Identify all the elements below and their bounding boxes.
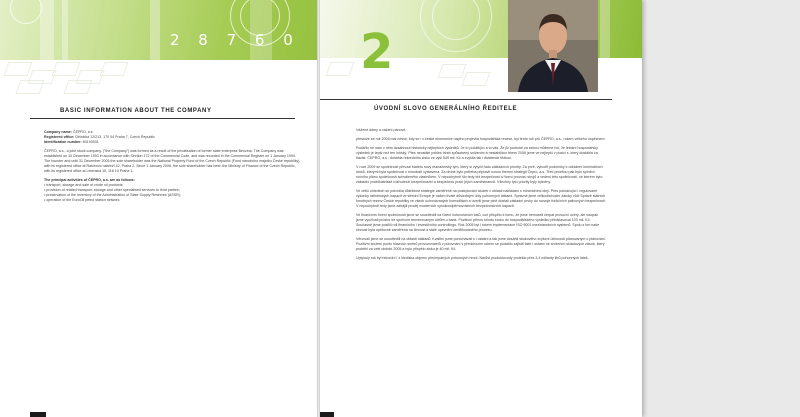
banner-stripe [40, 0, 54, 60]
activity-text: provision of related transport, storage and other specialised services to third parties; [46, 188, 180, 192]
left-section-title: BASIC INFORMATION ABOUT THE COMPANY [60, 108, 212, 114]
page-foot-mark [320, 412, 334, 417]
company-line-value: 60193531 [82, 140, 99, 144]
company-line [44, 135, 155, 139]
director-portrait [508, 0, 598, 92]
right-section-title: ÚVODNÍ SLOVO GENERÁLNÍHO ŘEDITELE [374, 106, 518, 112]
title-rule [320, 99, 612, 100]
body-paragraph: přestože se rok 2005 mal nésse, kdy se i v české ekonomice naplno projevila hospodářská recese, byl tento rok pro ČEPRO, a.s., rokem velkého úspěchem. [356, 137, 606, 141]
activity-text: preservation of the inventory of the Administration of State Supply Reserves (ASSR); [46, 193, 181, 197]
banner-number: 2 8 7 6 0 [170, 31, 300, 49]
body-paragraph: Věnovali jsme se soustředili na oblasti nákladů. Kvalitní jsme porovnávali s i ostatní a tak jsme dosáhli skokového zvýšení účinností plánovaným o plánování. Pozitivní snížení počtu hlavních směrů provozovatelů v porovnání s předchozím rokem se podařilo zajistit také i ostatní se snížením skladových zásob, který proběhl za celé období 2005 a bylo přispělo zisku je 40 mil. Kč. [356, 237, 606, 251]
left-page [0, 0, 317, 417]
hex-shape [63, 80, 92, 94]
right-body [356, 128, 606, 265]
page-foot-mark [30, 412, 46, 417]
company-line-value: Dělnická 12/213, 170 04 Praha 7, Czech Republic [75, 135, 155, 139]
company-line-label: Identification number: [44, 140, 82, 144]
right-page [320, 0, 642, 417]
hex-shape [15, 80, 44, 94]
hex-shape [99, 62, 128, 76]
hex-shape [325, 62, 354, 76]
company-line-value: ČEPRO, a.s. [72, 130, 94, 134]
hex-shape [437, 64, 466, 78]
portrait-image [508, 0, 598, 92]
greeting: Vážené dámy a vážení pánové, [356, 128, 407, 132]
list-item: • transport, storage and sale of crude oil products; [44, 183, 124, 187]
activities-heading-text: The principal activities of ČEPRO, a.s. are as follows: [44, 178, 135, 182]
company-line-label: Registered office: [44, 135, 75, 139]
list-item: • provision of related transport, storage and other specialised services to third parties; [44, 188, 180, 192]
title-rule [30, 118, 295, 119]
company-line [44, 130, 94, 134]
list-item: • operation of the EuroOil petrol station network. [44, 198, 121, 202]
left-body [44, 130, 302, 203]
company-line [44, 140, 99, 144]
hex-shape [51, 62, 80, 76]
banner-stripe [150, 0, 160, 60]
body-paragraph: Podařilo se nám v něm dosáhnout historicky nejlepších výsledků. Je to počátkjící a to vás. Že již podruhé za sebou můžeme říci, že letošní hospodářský výsledek je lepší než ten loňský. Přes neustálé pokles tržeb způsobený snížením a nestabilitou trhem 2006 jsme ve nejlepší v pozici s. který dostáhla za bazist. ČEPRO, a.s., dosáhla rekordního zisku ve výši 549 mil. Kč a zvýšila tak i dividende těžkou. [356, 146, 598, 160]
body-paragraph: Ve finančním řízení společnosti jsme se soustředili na řízení hotovostních toků, což přispělo k tomu, že jsme nemuseli čerpat provozní úvěry, ale naopak jsme využívali prostor ke spořícím termínovaným účtům u bank. Pozitivní přínos tohoto kroku do hospodářského výsledku představoval 103 mil. Kč. Současně jsme posílili roli finančního i investičního controllingu. Rok 2005 byl i rokem implementace ISO 9001 mezinárodních systémů. Spolu s tím naše činnost byla opětovně zaměřena na činnost a stálé upevnění certifikovaného procesu. [356, 213, 600, 232]
hex-shape [461, 72, 490, 86]
company-info [44, 130, 302, 145]
company-line-label: Company name: [44, 130, 72, 134]
left-banner [0, 0, 317, 60]
activity-text: transport, storage and sale of crude oil products; [46, 183, 124, 187]
decorative-circle [10, 0, 42, 24]
banner-stripe [62, 0, 68, 60]
banner-stripe [600, 0, 610, 58]
activities-list [44, 183, 302, 203]
chapter-number: 2 [360, 24, 394, 80]
body-paragraph: V roce 2009 se společnost převzal štafetu nový manažerský tým, který si vytyčil řadu základních priority. Za prvé, vytvořit podmínky k odrážení kriminálních útoků, kterými byla společnost v minulosti vystavena. Za druhé bylo potřeba připravit novou firemní strategii Čepro, a.s. Třetí prioritou pak bylo spínění ročního plánu společnosti schváleného vlastníkem. V nepochybně šlo tedy též bezpečnost a řízení provozu strojů a vedení této společnosti, ve kterém bylo základní podnikatelské rozhodnutí bezpečnostní a bezpečnou prací jejích zaměstnanců. Všechny tyto priority byly splněny. [356, 165, 603, 184]
body-paragraph: Ve větší ohledech se potvrdila důležitost strategie zaměřené na poskytování služeb v oblasti nakládání s minerálními oleji. Přes pokračující i regulované výkonky ratinérských kapacit ve střední Evropě je naším trvalé důsledným úhly pohonných látkami. Správně jsme velkoobchodní záruky vůči Správě státních hmotných rezerv České republiky ve všech uchovávaných komoditách a uvedli jsme plně dostali základní prvky do rozvoje funkčních palivových bezpečností. V nepochybně tedy jsme zahájili prodej moderních vysokoodpěrnovostních bezpečnostních kapacit. [356, 189, 606, 208]
activity-text: operation of the EuroOil petrol station network. [46, 198, 121, 202]
hex-pattern [0, 60, 317, 100]
list-item: • preservation of the inventory of the Administration of State Supply Reserves (ASSR); [44, 193, 181, 197]
intro-paragraph: ČEPRO, a.s., a joint stock company, ("the Company") was formed as a result of the privatisation of former state enterprise Benzina. The Company was established on 10 December 1993 in accordance with Section 172 of the Commercial Code, and was recorded in the Commercial Register on 1 January 1994. The founder and until 31 December 2005 the sole shareholder was the National Property Fund of the Czech Republic (Fond národního majetku České republiky), with its registered office at Rašínovo nábřeží 42, Praha 2. Since 1 January 2006, the sole shareholder has been the Ministry of Finance of the Czech Republic, with its registered office at Letenská 15, 118 10 Praha 1. [44, 149, 301, 173]
hex-shape [3, 62, 32, 76]
body-paragraph: Uplynulý rok byl rekordní i z hlediska objemu přečerpaných pohonných hmot. Nárůst produktovody proteklo přes 3,4 miliardy litrů pohonných látek. [356, 256, 589, 260]
